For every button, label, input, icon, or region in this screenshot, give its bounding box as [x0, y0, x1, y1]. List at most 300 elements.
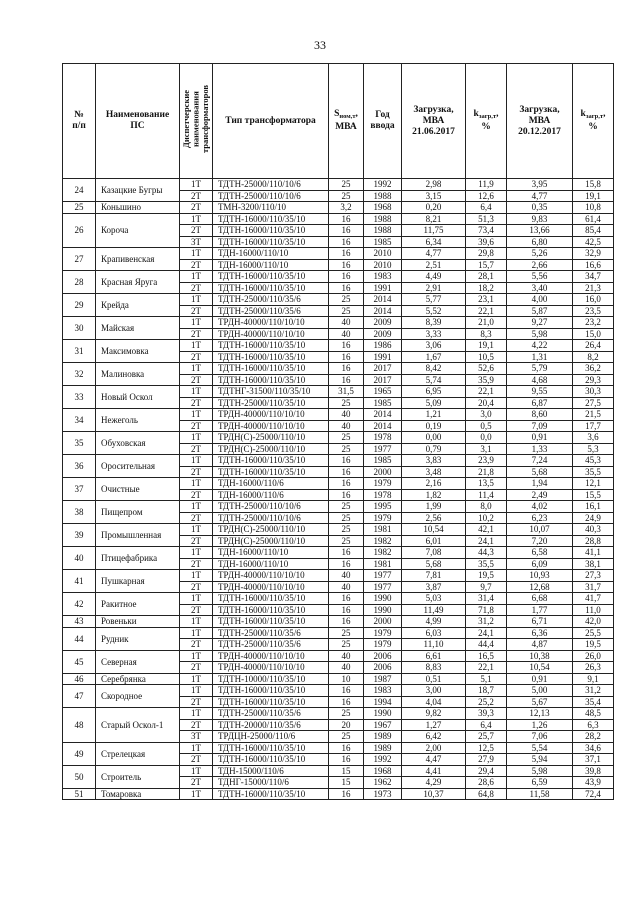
- cell-nominal-power: 15: [329, 765, 364, 777]
- cell-year: 1994: [364, 696, 402, 708]
- page-number: 33: [314, 38, 326, 52]
- cell-nominal-power: 16: [329, 225, 364, 237]
- cell-nominal-power: 16: [329, 236, 364, 248]
- station-number: 39: [63, 524, 96, 547]
- cell-load-factor-winter: 15,8: [573, 179, 614, 191]
- cell-dispatch-name: 2Т: [180, 190, 213, 202]
- station-name: Очистные: [96, 478, 180, 501]
- cell-load-factor-winter: 19,5: [573, 639, 614, 651]
- cell-load-summer: 3,48: [402, 466, 466, 478]
- cell-nominal-power: 16: [329, 351, 364, 363]
- cell-load-summer: 1,27: [402, 719, 466, 731]
- cell-load-summer: 5,74: [402, 374, 466, 386]
- cell-load-winter: 4,77: [507, 190, 573, 202]
- header-year: Год ввода: [364, 64, 402, 179]
- station-name: Крапивенская: [96, 248, 180, 271]
- cell-load-factor-summer: 39,3: [466, 708, 507, 720]
- cell-year: 2009: [364, 317, 402, 329]
- station-name: Обуховская: [96, 432, 180, 455]
- table-row: [63, 524, 614, 536]
- cell-load-summer: 0,20: [402, 202, 466, 214]
- cell-load-winter: 1,26: [507, 719, 573, 731]
- cell-transformer-type: ТДНГ-15000/110/6: [213, 777, 329, 789]
- cell-load-factor-summer: 21,8: [466, 466, 507, 478]
- cell-load-factor-summer: 0,0: [466, 432, 507, 444]
- cell-load-summer: 10,37: [402, 788, 466, 800]
- cell-load-factor-summer: 9,7: [466, 581, 507, 593]
- cell-load-factor-winter: 16,6: [573, 259, 614, 271]
- cell-dispatch-name: 1Т: [180, 650, 213, 662]
- cell-load-factor-summer: 29,8: [466, 248, 507, 260]
- cell-transformer-type: ТРДН(С)-25000/110/10: [213, 432, 329, 444]
- cell-load-winter: 9,83: [507, 213, 573, 225]
- cell-transformer-type: ТДТН-16000/110/35/10: [213, 685, 329, 697]
- cell-dispatch-name: 1Т: [180, 547, 213, 559]
- station-number: 26: [63, 213, 96, 248]
- cell-nominal-power: 16: [329, 788, 364, 800]
- cell-year: 1987: [364, 673, 402, 685]
- table-row: [63, 271, 614, 283]
- cell-transformer-type: ТРДН-40000/110/10/10: [213, 662, 329, 674]
- cell-dispatch-name: 2Т: [180, 512, 213, 524]
- cell-transformer-type: ТДН-15000/110/6: [213, 765, 329, 777]
- station-number: 51: [63, 788, 96, 800]
- cell-load-factor-winter: 42,0: [573, 616, 614, 628]
- cell-transformer-type: ТДТН-25000/110/35/6: [213, 708, 329, 720]
- cell-load-factor-summer: 24,1: [466, 535, 507, 547]
- cell-year: 1990: [364, 708, 402, 720]
- cell-dispatch-name: 1Т: [180, 765, 213, 777]
- station-name: Новый Оскол: [96, 386, 180, 409]
- transformer-load-table: [62, 63, 614, 800]
- cell-dispatch-name: 1Т: [180, 248, 213, 260]
- station-name: Майская: [96, 317, 180, 340]
- cell-year: 1991: [364, 282, 402, 294]
- cell-load-summer: 4,04: [402, 696, 466, 708]
- table-row: [63, 501, 614, 513]
- header-no: № п/п: [63, 64, 96, 179]
- cell-nominal-power: 16: [329, 213, 364, 225]
- station-name: Томаровка: [96, 788, 180, 800]
- cell-load-factor-winter: 19,1: [573, 190, 614, 202]
- cell-nominal-power: 25: [329, 432, 364, 444]
- cell-nominal-power: 25: [329, 639, 364, 651]
- cell-dispatch-name: 2Т: [180, 754, 213, 766]
- cell-nominal-power: 25: [329, 708, 364, 720]
- station-number: 37: [63, 478, 96, 501]
- cell-transformer-type: ТДТН-25000/110/10/6: [213, 190, 329, 202]
- cell-load-winter: 6,68: [507, 593, 573, 605]
- cell-load-factor-summer: 6,4: [466, 719, 507, 731]
- cell-transformer-type: ТДТН-16000/110/35/10: [213, 271, 329, 283]
- cell-year: 1982: [364, 535, 402, 547]
- cell-load-factor-winter: 36,2: [573, 363, 614, 375]
- cell-load-winter: 9,55: [507, 386, 573, 398]
- cell-load-winter: 5,87: [507, 305, 573, 317]
- cell-load-factor-summer: 22,1: [466, 386, 507, 398]
- cell-load-winter: 5,94: [507, 754, 573, 766]
- station-number: 43: [63, 616, 96, 628]
- table-row: [63, 213, 614, 225]
- cell-load-winter: 5,00: [507, 685, 573, 697]
- cell-nominal-power: 16: [329, 593, 364, 605]
- cell-transformer-type: ТДТН-16000/110/35/10: [213, 225, 329, 237]
- cell-load-summer: 8,21: [402, 213, 466, 225]
- cell-transformer-type: ТДН-16000/110/6: [213, 478, 329, 490]
- cell-load-summer: 11,49: [402, 604, 466, 616]
- cell-year: 1986: [364, 340, 402, 352]
- cell-load-factor-winter: 21,5: [573, 409, 614, 421]
- cell-load-factor-summer: 16,5: [466, 650, 507, 662]
- cell-nominal-power: 16: [329, 685, 364, 697]
- cell-dispatch-name: 2Т: [180, 639, 213, 651]
- station-name: Строитель: [96, 765, 180, 788]
- cell-transformer-type: ТДТН-16000/110/35/10: [213, 236, 329, 248]
- station-number: 47: [63, 685, 96, 708]
- cell-dispatch-name: 2Т: [180, 719, 213, 731]
- table-row: [63, 340, 614, 352]
- table-row: [63, 294, 614, 306]
- cell-dispatch-name: 1Т: [180, 593, 213, 605]
- cell-transformer-type: ТДТН-10000/110/35/10: [213, 673, 329, 685]
- cell-dispatch-name: 1Т: [180, 363, 213, 375]
- cell-load-factor-winter: 85,4: [573, 225, 614, 237]
- station-name: Красная Яруга: [96, 271, 180, 294]
- cell-load-winter: 10,54: [507, 662, 573, 674]
- cell-year: 2010: [364, 259, 402, 271]
- cell-dispatch-name: 1Т: [180, 409, 213, 421]
- cell-nominal-power: 16: [329, 754, 364, 766]
- cell-year: 1979: [364, 627, 402, 639]
- cell-load-factor-winter: 72,4: [573, 788, 614, 800]
- cell-dispatch-name: 2Т: [180, 535, 213, 547]
- cell-nominal-power: 16: [329, 282, 364, 294]
- cell-year: 2017: [364, 374, 402, 386]
- cell-nominal-power: 40: [329, 317, 364, 329]
- cell-load-summer: 3,00: [402, 685, 466, 697]
- cell-load-winter: 6,87: [507, 397, 573, 409]
- station-number: 40: [63, 547, 96, 570]
- cell-year: 1982: [364, 547, 402, 559]
- cell-transformer-type: ТДТН-16000/110/35/10: [213, 604, 329, 616]
- cell-load-factor-summer: 52,6: [466, 363, 507, 375]
- cell-load-winter: 13,66: [507, 225, 573, 237]
- cell-year: 1977: [364, 570, 402, 582]
- cell-year: 1983: [364, 271, 402, 283]
- cell-dispatch-name: 2Т: [180, 202, 213, 214]
- cell-load-summer: 2,91: [402, 282, 466, 294]
- cell-dispatch-name: 1Т: [180, 685, 213, 697]
- cell-load-factor-summer: 12,6: [466, 190, 507, 202]
- cell-year: 1979: [364, 639, 402, 651]
- cell-load-factor-winter: 12,1: [573, 478, 614, 490]
- cell-load-winter: 5,56: [507, 271, 573, 283]
- station-number: 48: [63, 708, 96, 743]
- cell-transformer-type: ТДТН-16000/110/35/10: [213, 351, 329, 363]
- cell-load-factor-summer: 18,7: [466, 685, 507, 697]
- cell-transformer-type: ТДТН-25000/110/10/6: [213, 179, 329, 191]
- cell-load-winter: 5,26: [507, 248, 573, 260]
- cell-dispatch-name: 2Т: [180, 489, 213, 501]
- cell-load-summer: 2,16: [402, 478, 466, 490]
- station-number: 27: [63, 248, 96, 271]
- cell-load-factor-winter: 10,8: [573, 202, 614, 214]
- cell-load-factor-summer: 23,9: [466, 455, 507, 467]
- cell-load-factor-winter: 61,4: [573, 213, 614, 225]
- cell-load-factor-summer: 19,5: [466, 570, 507, 582]
- cell-load-factor-winter: 40,3: [573, 524, 614, 536]
- cell-year: 1989: [364, 731, 402, 743]
- station-name: Стрелецкая: [96, 742, 180, 765]
- cell-load-winter: 7,24: [507, 455, 573, 467]
- cell-load-summer: 2,98: [402, 179, 466, 191]
- cell-load-winter: 1,31: [507, 351, 573, 363]
- cell-transformer-type: ТДТН-16000/110/35/10: [213, 466, 329, 478]
- station-name: Старый Оскол-1: [96, 708, 180, 743]
- cell-transformer-type: ТРДН(С)-25000/110/10: [213, 443, 329, 455]
- cell-year: 1965: [364, 386, 402, 398]
- cell-dispatch-name: 1Т: [180, 271, 213, 283]
- cell-nominal-power: 40: [329, 420, 364, 432]
- cell-load-summer: 6,42: [402, 731, 466, 743]
- table-row: [63, 317, 614, 329]
- header-load-factor-winter: $k_{загр,т}$, %: [573, 64, 614, 179]
- cell-nominal-power: 16: [329, 340, 364, 352]
- cell-load-summer: 5,09: [402, 397, 466, 409]
- cell-load-factor-winter: 38,1: [573, 558, 614, 570]
- cell-load-winter: 7,20: [507, 535, 573, 547]
- cell-nominal-power: 16: [329, 374, 364, 386]
- cell-year: 1981: [364, 558, 402, 570]
- cell-nominal-power: 16: [329, 742, 364, 754]
- station-name: Максимовка: [96, 340, 180, 363]
- cell-load-factor-winter: 26,4: [573, 340, 614, 352]
- cell-load-factor-summer: 29,4: [466, 765, 507, 777]
- table-row: [63, 363, 614, 375]
- cell-load-factor-summer: 39,6: [466, 236, 507, 248]
- cell-nominal-power: 25: [329, 179, 364, 191]
- cell-load-factor-winter: 16,1: [573, 501, 614, 513]
- cell-load-summer: 1,67: [402, 351, 466, 363]
- cell-load-summer: 5,77: [402, 294, 466, 306]
- cell-year: 1968: [364, 202, 402, 214]
- cell-load-summer: 6,61: [402, 650, 466, 662]
- station-number: 46: [63, 673, 96, 685]
- cell-load-factor-summer: 31,2: [466, 616, 507, 628]
- cell-nominal-power: 16: [329, 259, 364, 271]
- cell-load-winter: 1,94: [507, 478, 573, 490]
- cell-load-summer: 4,29: [402, 777, 466, 789]
- cell-dispatch-name: 2Т: [180, 662, 213, 674]
- station-number: 32: [63, 363, 96, 386]
- cell-load-factor-winter: 48,5: [573, 708, 614, 720]
- cell-year: 1985: [364, 397, 402, 409]
- cell-transformer-type: ТРДН-40000/110/10/10: [213, 328, 329, 340]
- cell-nominal-power: 16: [329, 466, 364, 478]
- cell-dispatch-name: 2Т: [180, 305, 213, 317]
- cell-load-summer: 5,03: [402, 593, 466, 605]
- station-number: 24: [63, 179, 96, 202]
- cell-load-factor-summer: 28,1: [466, 271, 507, 283]
- cell-load-factor-summer: 23,1: [466, 294, 507, 306]
- cell-load-summer: 2,56: [402, 512, 466, 524]
- header-load-winter: Загрузка, МВА 20.12.2017: [507, 64, 573, 179]
- cell-nominal-power: 40: [329, 570, 364, 582]
- cell-year: 1990: [364, 604, 402, 616]
- cell-load-factor-summer: 35,9: [466, 374, 507, 386]
- station-name: Серебрянка: [96, 673, 180, 685]
- cell-year: 1985: [364, 236, 402, 248]
- cell-year: 1983: [364, 685, 402, 697]
- table-row: [63, 432, 614, 444]
- cell-load-factor-winter: 45,3: [573, 455, 614, 467]
- cell-nominal-power: 16: [329, 489, 364, 501]
- cell-load-factor-summer: 11,4: [466, 489, 507, 501]
- cell-year: 1977: [364, 443, 402, 455]
- cell-dispatch-name: 1Т: [180, 179, 213, 191]
- cell-load-factor-summer: 24,1: [466, 627, 507, 639]
- cell-transformer-type: ТДТН-25000/110/35/6: [213, 305, 329, 317]
- cell-load-factor-summer: 25,2: [466, 696, 507, 708]
- cell-load-factor-summer: 5,1: [466, 673, 507, 685]
- cell-transformer-type: ТРДН-40000/110/10/10: [213, 317, 329, 329]
- cell-transformer-type: ТДТН-25000/110/35/10: [213, 397, 329, 409]
- cell-load-factor-winter: 41,7: [573, 593, 614, 605]
- cell-load-factor-summer: 21,0: [466, 317, 507, 329]
- cell-load-factor-winter: 25,5: [573, 627, 614, 639]
- cell-load-winter: 5,98: [507, 328, 573, 340]
- cell-transformer-type: ТДТН-25000/110/10/6: [213, 512, 329, 524]
- cell-load-winter: 0,91: [507, 673, 573, 685]
- station-name: Малиновка: [96, 363, 180, 386]
- cell-nominal-power: 3,2: [329, 202, 364, 214]
- cell-year: 1995: [364, 501, 402, 513]
- cell-load-summer: 11,75: [402, 225, 466, 237]
- cell-load-winter: 0,91: [507, 432, 573, 444]
- cell-load-factor-winter: 28,2: [573, 731, 614, 743]
- cell-transformer-type: ТРДЦН-25000/110/6: [213, 731, 329, 743]
- cell-dispatch-name: 1Т: [180, 432, 213, 444]
- cell-dispatch-name: 1Т: [180, 386, 213, 398]
- cell-nominal-power: 15: [329, 777, 364, 789]
- table-row: [63, 386, 614, 398]
- cell-nominal-power: 16: [329, 558, 364, 570]
- cell-nominal-power: 16: [329, 248, 364, 260]
- cell-dispatch-name: 2Т: [180, 466, 213, 478]
- station-name: Промышленная: [96, 524, 180, 547]
- cell-nominal-power: 40: [329, 328, 364, 340]
- cell-nominal-power: 16: [329, 696, 364, 708]
- cell-nominal-power: 20: [329, 719, 364, 731]
- cell-load-winter: 2,66: [507, 259, 573, 271]
- cell-transformer-type: ТДТН-16000/110/35/10: [213, 754, 329, 766]
- cell-load-summer: 1,82: [402, 489, 466, 501]
- cell-load-winter: 1,33: [507, 443, 573, 455]
- cell-transformer-type: ТДН-16000/110/10: [213, 248, 329, 260]
- cell-year: 2014: [364, 305, 402, 317]
- cell-nominal-power: 16: [329, 478, 364, 490]
- table-row: [63, 627, 614, 639]
- cell-year: 2014: [364, 409, 402, 421]
- cell-load-factor-summer: 22,1: [466, 305, 507, 317]
- cell-transformer-type: ТДТН-16000/110/35/10: [213, 742, 329, 754]
- cell-dispatch-name: 2Т: [180, 225, 213, 237]
- cell-load-factor-summer: 6,4: [466, 202, 507, 214]
- cell-nominal-power: 16: [329, 547, 364, 559]
- station-number: 28: [63, 271, 96, 294]
- cell-load-factor-winter: 31,7: [573, 581, 614, 593]
- cell-load-summer: 3,15: [402, 190, 466, 202]
- cell-transformer-type: ТДТН-16000/110/35/10: [213, 696, 329, 708]
- table-body: [63, 179, 614, 800]
- cell-load-summer: 7,81: [402, 570, 466, 582]
- cell-transformer-type: ТДН-16000/110/10: [213, 259, 329, 271]
- cell-load-factor-summer: 44,4: [466, 639, 507, 651]
- station-number: 38: [63, 501, 96, 524]
- cell-load-factor-winter: 24,9: [573, 512, 614, 524]
- cell-load-summer: 4,49: [402, 271, 466, 283]
- cell-load-winter: 12,13: [507, 708, 573, 720]
- cell-load-winter: 6,59: [507, 777, 573, 789]
- cell-year: 1988: [364, 225, 402, 237]
- cell-load-summer: 8,42: [402, 363, 466, 375]
- cell-load-winter: 1,77: [507, 604, 573, 616]
- cell-transformer-type: ТДТН-16000/110/35/10: [213, 616, 329, 628]
- cell-year: 1991: [364, 351, 402, 363]
- cell-load-winter: 4,00: [507, 294, 573, 306]
- table-row: [63, 673, 614, 685]
- cell-dispatch-name: 2Т: [180, 420, 213, 432]
- cell-dispatch-name: 1Т: [180, 616, 213, 628]
- cell-transformer-type: ТДТН-20000/110/35/6: [213, 719, 329, 731]
- cell-year: 2006: [364, 650, 402, 662]
- cell-load-summer: 7,08: [402, 547, 466, 559]
- cell-dispatch-name: 2Т: [180, 604, 213, 616]
- cell-nominal-power: 25: [329, 731, 364, 743]
- cell-load-factor-summer: 28,6: [466, 777, 507, 789]
- cell-dispatch-name: 1Т: [180, 340, 213, 352]
- station-number: 49: [63, 742, 96, 765]
- cell-year: 1979: [364, 512, 402, 524]
- cell-load-summer: 0,19: [402, 420, 466, 432]
- cell-nominal-power: 40: [329, 581, 364, 593]
- cell-load-factor-winter: 3,6: [573, 432, 614, 444]
- station-number: 41: [63, 570, 96, 593]
- cell-nominal-power: 16: [329, 604, 364, 616]
- cell-nominal-power: 25: [329, 190, 364, 202]
- cell-load-winter: 3,40: [507, 282, 573, 294]
- cell-year: 1988: [364, 213, 402, 225]
- table-row: [63, 685, 614, 697]
- cell-year: 2014: [364, 420, 402, 432]
- cell-load-factor-winter: 34,6: [573, 742, 614, 754]
- cell-nominal-power: 25: [329, 535, 364, 547]
- cell-load-winter: 5,54: [507, 742, 573, 754]
- table-row: [63, 708, 614, 720]
- cell-load-winter: 6,23: [507, 512, 573, 524]
- station-name: Короча: [96, 213, 180, 248]
- station-number: 31: [63, 340, 96, 363]
- cell-year: 1978: [364, 489, 402, 501]
- cell-transformer-type: ТДТН-16000/110/35/10: [213, 213, 329, 225]
- station-number: 50: [63, 765, 96, 788]
- cell-dispatch-name: 2Т: [180, 777, 213, 789]
- cell-nominal-power: 25: [329, 397, 364, 409]
- cell-transformer-type: ТДТН-25000/110/35/6: [213, 627, 329, 639]
- cell-load-factor-winter: 11,0: [573, 604, 614, 616]
- cell-load-factor-summer: 20,4: [466, 397, 507, 409]
- station-name: Пищепром: [96, 501, 180, 524]
